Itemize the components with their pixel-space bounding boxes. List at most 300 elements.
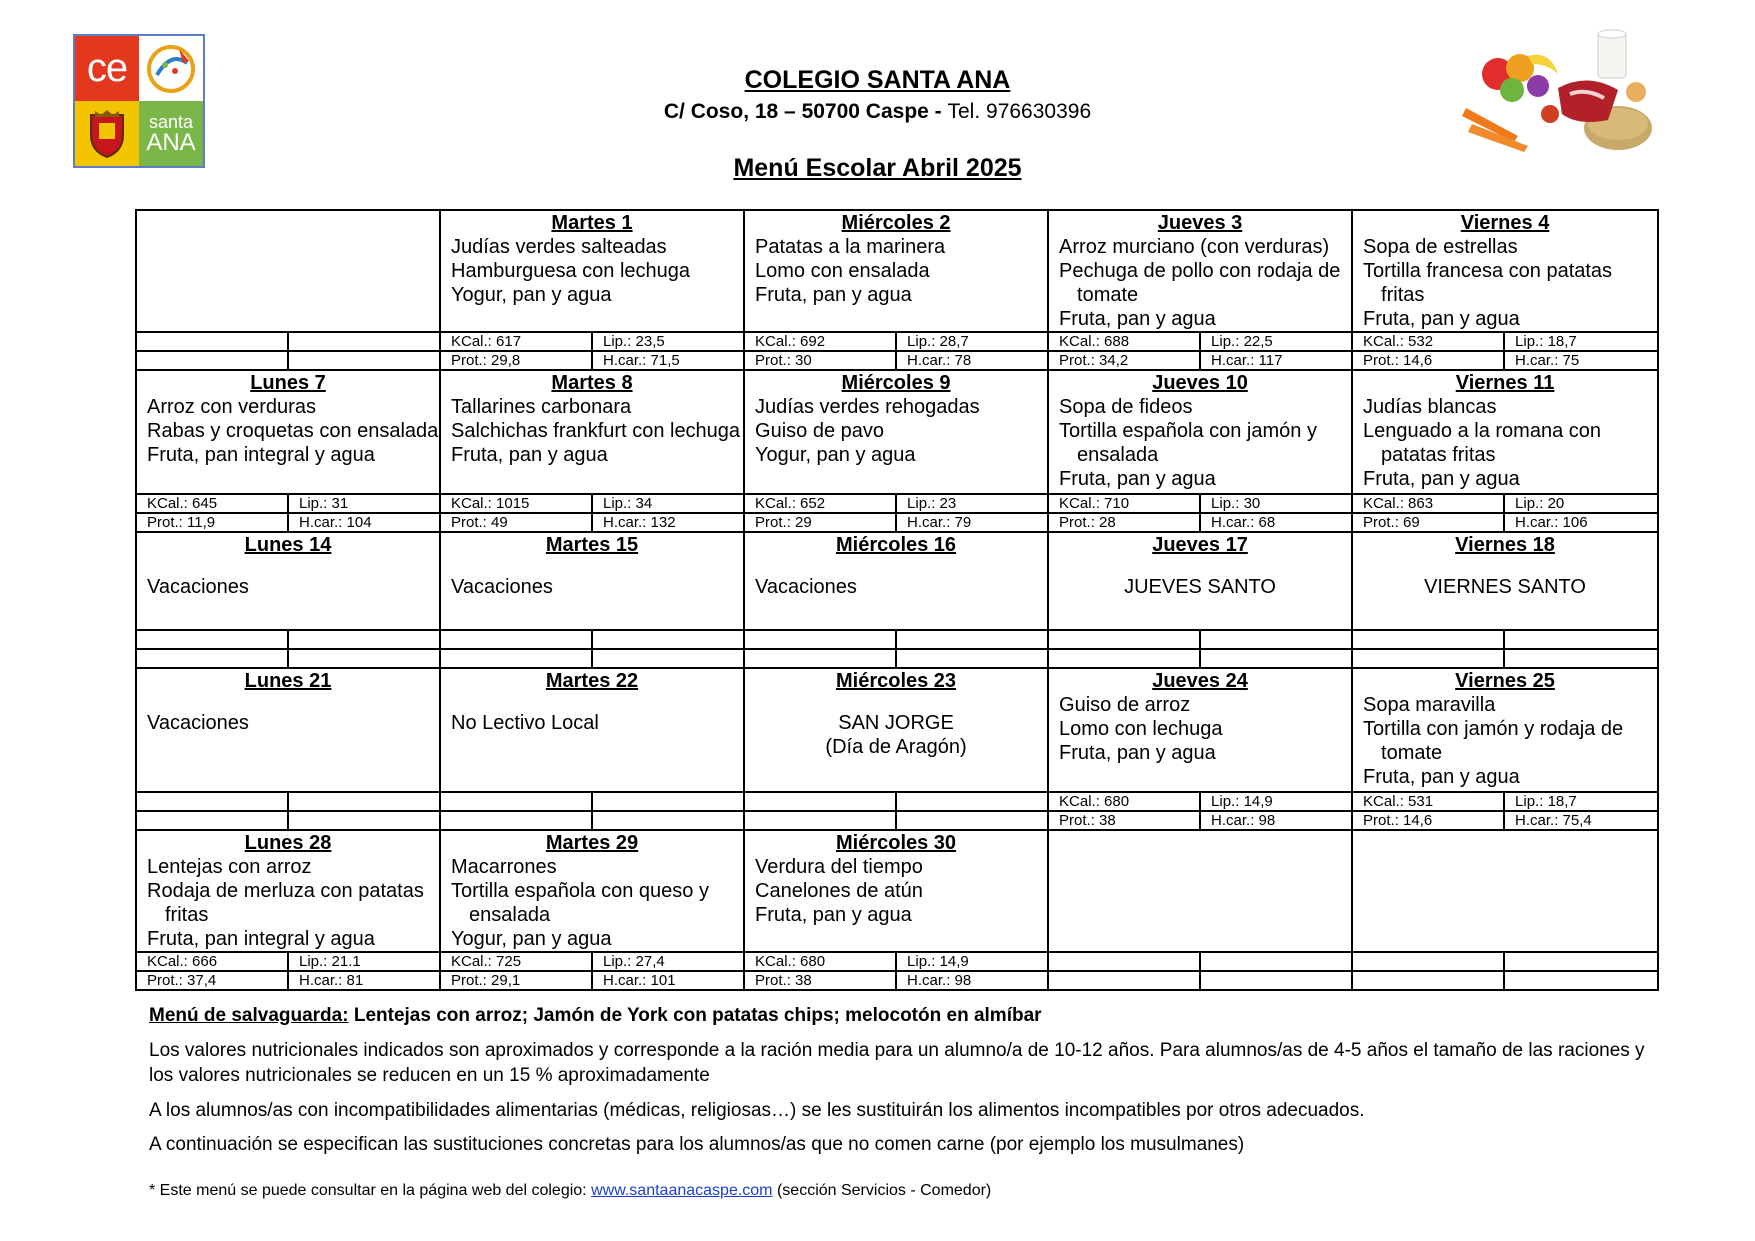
lip-cell: [288, 952, 440, 971]
prot-cell: [440, 811, 592, 830]
prot-cell: [744, 513, 896, 532]
lip-cell-value: 28,7: [939, 333, 969, 350]
hcar-cell-label: H.car.:: [1211, 514, 1259, 531]
lip-cell-label: Lip.:: [907, 333, 940, 350]
hcar-cell-label: H.car.:: [907, 514, 955, 531]
kcal-cell-value: 666: [192, 953, 218, 970]
lip-cell-value: 31: [331, 495, 349, 512]
day-cell: [1352, 370, 1658, 494]
kcal-cell-value: 1015: [496, 495, 530, 512]
dish-item: Hamburguesa con lechuga: [451, 260, 691, 282]
nutrition-row-prot: [136, 971, 1658, 990]
nutrition-row-prot: [136, 649, 1658, 668]
lip-cell: [1200, 332, 1352, 351]
nutrition-row-kcal: [136, 332, 1658, 351]
lip-cell: [592, 792, 744, 811]
kcal-cell-label: KCal.:: [451, 953, 497, 970]
hcar-cell-label: H.car.:: [299, 514, 347, 531]
hcar-cell: [896, 513, 1048, 532]
prot-cell: [136, 649, 288, 668]
kcal-cell: [440, 494, 592, 513]
lip-cell: [1504, 792, 1658, 811]
lip-cell-value: 21.1: [331, 953, 361, 970]
address-phone: Tel. 976630396: [947, 100, 1092, 123]
dish-item: Judías blancas: [1363, 396, 1497, 418]
prot-cell: [1048, 649, 1200, 668]
lip-cell: [1200, 630, 1352, 649]
day-name: Jueves 10: [1152, 372, 1248, 394]
day-cell: [136, 830, 440, 952]
lip-cell-value: 20: [1547, 495, 1565, 512]
kcal-cell: [136, 494, 288, 513]
hcar-cell: [1504, 649, 1658, 668]
prot-cell-value: 69: [1403, 514, 1420, 531]
day-name: Viernes 11: [1455, 372, 1555, 394]
dish-item: Canelones de atún: [755, 880, 923, 902]
lip-cell-value: 23: [939, 495, 957, 512]
hcar-cell-label: H.car.:: [603, 972, 651, 989]
hcar-cell: [1200, 811, 1352, 830]
lip-cell-value: 14,9: [939, 953, 969, 970]
nutrition-row-prot: [136, 513, 1658, 532]
hcar-cell: [896, 971, 1048, 990]
kcal-cell: [1048, 792, 1200, 811]
week-row: [136, 532, 1658, 630]
nutrition-row-prot: [136, 811, 1658, 830]
lip-cell-label: Lip.:: [1211, 495, 1244, 512]
week-row: [136, 830, 1658, 952]
safeguard-menu: [149, 1003, 1659, 1028]
hcar-cell-label: H.car.:: [1515, 514, 1563, 531]
day-name: Martes 8: [551, 372, 633, 394]
week-row: [136, 210, 1658, 332]
lip-cell-label: Lip.:: [1515, 793, 1548, 810]
prot-cell-label: Prot.:: [1363, 812, 1404, 829]
hcar-cell-value: 79: [954, 514, 972, 531]
prot-cell-label: Prot.:: [1059, 352, 1100, 369]
hcar-cell-value: 117: [1258, 352, 1283, 369]
prot-cell-value: 49: [491, 514, 508, 531]
lip-cell: [1504, 952, 1658, 971]
kcal-cell-value: 532: [1408, 333, 1434, 350]
hcar-cell: [592, 351, 744, 370]
day-cell: [744, 532, 1048, 630]
kcal-cell: [1048, 332, 1200, 351]
day-name: Martes 22: [545, 670, 639, 692]
nutrition-row-prot: [136, 351, 1658, 370]
dish-item: Fruta, pan integral y agua: [147, 444, 375, 466]
prot-cell: [440, 513, 592, 532]
dish-item: Pechuga de pollo con rodaja de tomate: [1059, 260, 1341, 306]
prot-cell-label: Prot.:: [147, 972, 188, 989]
day-note: Vacaciones: [755, 576, 857, 598]
prot-cell: [440, 649, 592, 668]
prot-cell-value: 29,1: [491, 972, 521, 989]
dish-item: Yogur, pan y agua: [451, 284, 612, 306]
kcal-cell: [744, 494, 896, 513]
hcar-cell-label: H.car.:: [1211, 812, 1259, 829]
hcar-cell: [1504, 811, 1658, 830]
lip-cell-value: 34: [635, 495, 653, 512]
kcal-cell-label: KCal.:: [1059, 333, 1105, 350]
prot-cell: [1048, 513, 1200, 532]
kcal-cell: [744, 792, 896, 811]
lip-cell: [592, 494, 744, 513]
hcar-cell: [896, 649, 1048, 668]
lip-cell-label: Lip.:: [299, 953, 332, 970]
kcal-cell: [1352, 332, 1504, 351]
food-illustration: [1458, 28, 1658, 156]
hcar-cell: [1504, 971, 1658, 990]
lip-cell-label: Lip.:: [603, 953, 636, 970]
hcar-cell-value: 81: [346, 972, 364, 989]
dish-item: Lentejas con arroz: [147, 856, 312, 878]
dish-item: Fruta, pan y agua: [1059, 308, 1216, 330]
prot-cell: [744, 649, 896, 668]
lip-cell-label: Lip.:: [907, 495, 940, 512]
kcal-cell: [1352, 952, 1504, 971]
lip-cell: [1504, 332, 1658, 351]
hcar-cell-label: H.car.:: [907, 352, 955, 369]
kcal-cell-label: KCal.:: [147, 953, 193, 970]
hcar-cell: [1200, 649, 1352, 668]
lip-cell-label: Lip.:: [603, 495, 636, 512]
prot-cell-label: Prot.:: [451, 352, 492, 369]
hcar-cell-value: 71,5: [650, 352, 680, 369]
day-cell: [744, 370, 1048, 494]
lip-cell: [592, 332, 744, 351]
lip-cell: [896, 630, 1048, 649]
day-note: Vacaciones: [147, 712, 249, 734]
day-name: Miércoles 30: [835, 832, 957, 854]
day-name: Martes 29: [545, 832, 639, 854]
lip-cell: [288, 630, 440, 649]
day-name: Viernes 25: [1455, 670, 1555, 692]
lip-cell: [288, 494, 440, 513]
day-cell: [136, 668, 440, 792]
day-cell: [1352, 210, 1658, 332]
kcal-cell-value: 680: [800, 953, 826, 970]
kcal-cell-value: 617: [496, 333, 522, 350]
day-note: SAN JORGE: [838, 712, 954, 734]
nutrition-row-kcal: [136, 494, 1658, 513]
kcal-cell-value: 645: [192, 495, 218, 512]
day-name: Lunes 14: [244, 534, 332, 556]
lip-cell: [896, 494, 1048, 513]
hcar-cell-value: 132: [650, 514, 676, 531]
notes-section: [149, 1003, 1659, 1157]
hcar-cell-label: H.car.:: [1515, 812, 1563, 829]
safeguard-label: Menú de salvaguarda:: [149, 1005, 349, 1026]
prot-cell-value: 38: [1099, 812, 1116, 829]
hcar-cell: [288, 513, 440, 532]
hcar-cell-value: 101: [650, 972, 676, 989]
dish-item: Tortilla española con jamón y ensalada: [1059, 420, 1317, 466]
prot-cell: [440, 351, 592, 370]
lip-cell: [896, 952, 1048, 971]
kcal-cell-label: KCal.:: [1059, 495, 1105, 512]
hcar-cell-label: H.car.:: [299, 972, 347, 989]
kcal-cell-label: KCal.:: [1059, 793, 1105, 810]
dish-item: Fruta, pan y agua: [1363, 308, 1520, 330]
kcal-cell-label: KCal.:: [1363, 333, 1409, 350]
prot-cell-value: 11,9: [187, 514, 216, 531]
prot-cell-label: Prot.:: [755, 514, 796, 531]
day-cell: [136, 370, 440, 494]
hcar-cell: [592, 811, 744, 830]
day-note: VIERNES SANTO: [1424, 576, 1586, 598]
day-cell: [744, 668, 1048, 792]
dish-item: Tortilla con jamón y rodaja de tomate: [1363, 718, 1624, 764]
kcal-cell-value: 710: [1104, 495, 1130, 512]
kcal-cell-value: 692: [800, 333, 826, 350]
dish-item: Lomo con ensalada: [755, 260, 930, 282]
nutrition-row-kcal: [136, 792, 1658, 811]
kcal-cell: [1048, 952, 1200, 971]
dish-item: Lomo con lechuga: [1059, 718, 1223, 740]
lip-cell-value: 23,5: [635, 333, 665, 350]
dish-item: Fruta, pan y agua: [755, 284, 912, 306]
hcar-cell: [1200, 513, 1352, 532]
day-name: Jueves 24: [1152, 670, 1248, 692]
prot-cell: [744, 811, 896, 830]
lip-cell: [1504, 630, 1658, 649]
kcal-cell-value: 688: [1104, 333, 1130, 350]
lip-cell-label: Lip.:: [907, 953, 940, 970]
prot-cell-label: Prot.:: [451, 972, 492, 989]
dish-item: Salchichas frankfurt con lechuga: [451, 420, 741, 442]
lip-cell-value: 18,7: [1547, 793, 1577, 810]
hcar-cell: [1200, 971, 1352, 990]
kcal-cell: [1352, 630, 1504, 649]
prot-cell: [1352, 649, 1504, 668]
lip-cell: [1200, 952, 1352, 971]
dish-item: Sopa maravilla: [1363, 694, 1496, 716]
day-cell: [744, 210, 1048, 332]
prot-cell: [1352, 513, 1504, 532]
dish-item: Judías verdes salteadas: [451, 236, 667, 258]
prot-cell: [136, 351, 288, 370]
week-row: [136, 668, 1658, 792]
hcar-cell: [288, 811, 440, 830]
dish-item: Arroz murciano (con verduras): [1059, 236, 1330, 258]
day-note: JUEVES SANTO: [1124, 576, 1276, 598]
hcar-cell-value: 75: [1562, 352, 1580, 369]
hcar-cell: [896, 811, 1048, 830]
hcar-cell: [1504, 513, 1658, 532]
dish-item: Judías verdes rehogadas: [755, 396, 980, 418]
nutrition-row-kcal: [136, 952, 1658, 971]
footer-section: (sección Servicios - Comedor): [772, 1182, 992, 1199]
kcal-cell: [1048, 494, 1200, 513]
dish-item: Sopa de fideos: [1059, 396, 1193, 418]
day-name: Martes 1: [551, 212, 633, 234]
dish-item: Guiso de pavo: [755, 420, 884, 442]
kcal-cell-label: KCal.:: [147, 495, 193, 512]
day-cell: [136, 532, 440, 630]
day-cell: [1048, 532, 1352, 630]
lip-cell-label: Lip.:: [1515, 333, 1548, 350]
prot-cell-label: Prot.:: [1059, 812, 1100, 829]
footer-note: [149, 1182, 991, 1200]
day-note: Vacaciones: [147, 576, 249, 598]
prot-cell-value: 14,6: [1403, 812, 1433, 829]
prot-cell-value: 29: [795, 514, 812, 531]
day-name: Jueves 17: [1152, 534, 1248, 556]
prot-cell: [744, 971, 896, 990]
dish-item: Fruta, pan y agua: [1059, 742, 1216, 764]
substitutions-note: A continuación se especifican las sustituciones concretas para los alumnos/as que no comen carne (por ejemplo los musulmanes): [149, 1134, 1245, 1155]
prot-cell: [1352, 971, 1504, 990]
day-cell: [744, 830, 1048, 952]
day-note-secondary: (Día de Aragón): [825, 736, 967, 758]
lip-cell: [1200, 494, 1352, 513]
prot-cell-label: Prot.:: [147, 514, 188, 531]
prot-cell-label: Prot.:: [1363, 514, 1404, 531]
prot-cell: [1048, 971, 1200, 990]
kcal-cell-value: 725: [496, 953, 522, 970]
hcar-cell-label: H.car.:: [603, 514, 651, 531]
day-cell: [1352, 830, 1658, 952]
prot-cell: [1048, 811, 1200, 830]
prot-cell: [1352, 351, 1504, 370]
day-cell: [440, 370, 744, 494]
day-name: Miércoles 2: [841, 212, 951, 234]
dish-item: Sopa de estrellas: [1363, 236, 1518, 258]
day-cell: [136, 210, 440, 332]
dish-item: Tallarines carbonara: [451, 396, 632, 418]
day-cell: [1352, 668, 1658, 792]
prot-cell-label: Prot.:: [755, 352, 796, 369]
hcar-cell: [896, 351, 1048, 370]
logo-santa-ana: santa ANA: [139, 101, 203, 166]
day-cell: [1048, 668, 1352, 792]
hcar-cell-value: 104: [346, 514, 372, 531]
hcar-cell-label: H.car.:: [1515, 352, 1563, 369]
lip-cell-value: 18,7: [1547, 333, 1577, 350]
lip-cell-label: Lip.:: [299, 495, 332, 512]
kcal-cell-label: KCal.:: [451, 495, 497, 512]
kcal-cell: [136, 952, 288, 971]
kcal-cell-label: KCal.:: [755, 495, 801, 512]
hcar-cell-value: 106: [1562, 514, 1588, 531]
prot-cell-value: 34,2: [1099, 352, 1129, 369]
website-link[interactable]: www.santaanacaspe.com: [591, 1182, 773, 1199]
prot-cell: [136, 513, 288, 532]
dish-item: Tortilla francesa con patatas fritas: [1363, 260, 1613, 306]
lip-cell: [896, 792, 1048, 811]
dish-item: Rabas y croquetas con ensalada: [147, 420, 439, 442]
week-row: [136, 370, 1658, 494]
hcar-cell-label: H.car.:: [907, 972, 955, 989]
prot-cell-value: 38: [795, 972, 812, 989]
lip-cell-value: 30: [1243, 495, 1261, 512]
hcar-cell-value: 68: [1258, 514, 1276, 531]
lip-cell-label: Lip.:: [1211, 333, 1244, 350]
dish-item: Fruta, pan integral y agua: [147, 928, 375, 950]
menu-table: [135, 209, 1659, 991]
day-cell: [1048, 370, 1352, 494]
prot-cell: [1352, 811, 1504, 830]
day-name: Miércoles 23: [835, 670, 957, 692]
kcal-cell-label: KCal.:: [1363, 495, 1409, 512]
prot-cell: [136, 971, 288, 990]
kcal-cell: [440, 792, 592, 811]
hcar-cell: [288, 649, 440, 668]
day-name: Viernes 18: [1455, 534, 1555, 556]
kcal-cell: [1048, 630, 1200, 649]
hcar-cell: [1200, 351, 1352, 370]
day-cell: [1048, 830, 1352, 952]
lip-cell-value: 14,9: [1243, 793, 1273, 810]
hcar-cell: [288, 351, 440, 370]
dish-item: Rodaja de merluza con patatas fritas: [147, 880, 424, 926]
day-cell: [440, 532, 744, 630]
address-street: C/ Coso, 18 – 50700 Caspe -: [663, 100, 948, 123]
day-note: Vacaciones: [451, 576, 553, 598]
hcar-cell: [592, 971, 744, 990]
lip-cell-value: 27,4: [635, 953, 665, 970]
day-cell: [440, 210, 744, 332]
hcar-cell-value: 98: [954, 972, 972, 989]
day-name: Lunes 21: [244, 670, 332, 692]
dish-item: Lenguado a la romana con patatas fritas: [1363, 420, 1601, 466]
dish-item: Verdura del tiempo: [755, 856, 923, 878]
dish-item: Fruta, pan y agua: [1363, 766, 1520, 788]
kcal-cell-value: 531: [1408, 793, 1434, 810]
kcal-cell-value: 680: [1104, 793, 1130, 810]
hcar-cell-value: 98: [1258, 812, 1276, 829]
dish-item: Yogur, pan y agua: [451, 928, 612, 950]
kcal-cell: [744, 332, 896, 351]
day-name: Miércoles 9: [841, 372, 951, 394]
kcal-cell: [136, 332, 288, 351]
dish-item: Yogur, pan y agua: [755, 444, 916, 466]
prot-cell-value: 28: [1099, 514, 1116, 531]
kcal-cell: [136, 792, 288, 811]
nutrition-row-kcal: [136, 630, 1658, 649]
prot-cell-label: Prot.:: [755, 972, 796, 989]
prot-cell-value: 37,4: [187, 972, 217, 989]
prot-cell-value: 29,8: [491, 352, 521, 369]
lip-cell-value: 22,5: [1243, 333, 1273, 350]
day-note: No Lectivo Local: [451, 712, 599, 734]
menu-title: Menú Escolar Abril 2025: [733, 154, 1022, 182]
kcal-cell-label: KCal.:: [755, 953, 801, 970]
lip-cell-label: Lip.:: [603, 333, 636, 350]
day-name: Lunes 28: [244, 832, 332, 854]
prot-cell-value: 30: [795, 352, 812, 369]
hcar-cell: [592, 513, 744, 532]
prot-cell: [1048, 351, 1200, 370]
incompatibility-note: A los alumnos/as con incompatibilidades alimentarias (médicas, religiosas…) se les sustituirán los alimentos incompatibles por otros adecuados.: [149, 1100, 1365, 1121]
kcal-cell-value: 863: [1408, 495, 1434, 512]
dish-item: Fruta, pan y agua: [451, 444, 608, 466]
lip-cell: [1200, 792, 1352, 811]
hcar-cell-value: 75,4: [1562, 812, 1592, 829]
dish-item: Tortilla española con queso y ensalada: [451, 880, 709, 926]
day-name: Lunes 7: [250, 372, 326, 394]
day-name: Viernes 4: [1460, 212, 1550, 234]
kcal-cell: [744, 630, 896, 649]
dish-item: Guiso de arroz: [1059, 694, 1191, 716]
dish-item: Fruta, pan y agua: [1059, 468, 1216, 490]
kcal-cell: [440, 332, 592, 351]
day-cell: [1352, 532, 1658, 630]
day-name: Martes 15: [545, 534, 639, 556]
hcar-cell: [592, 649, 744, 668]
prot-cell-label: Prot.:: [1363, 352, 1404, 369]
